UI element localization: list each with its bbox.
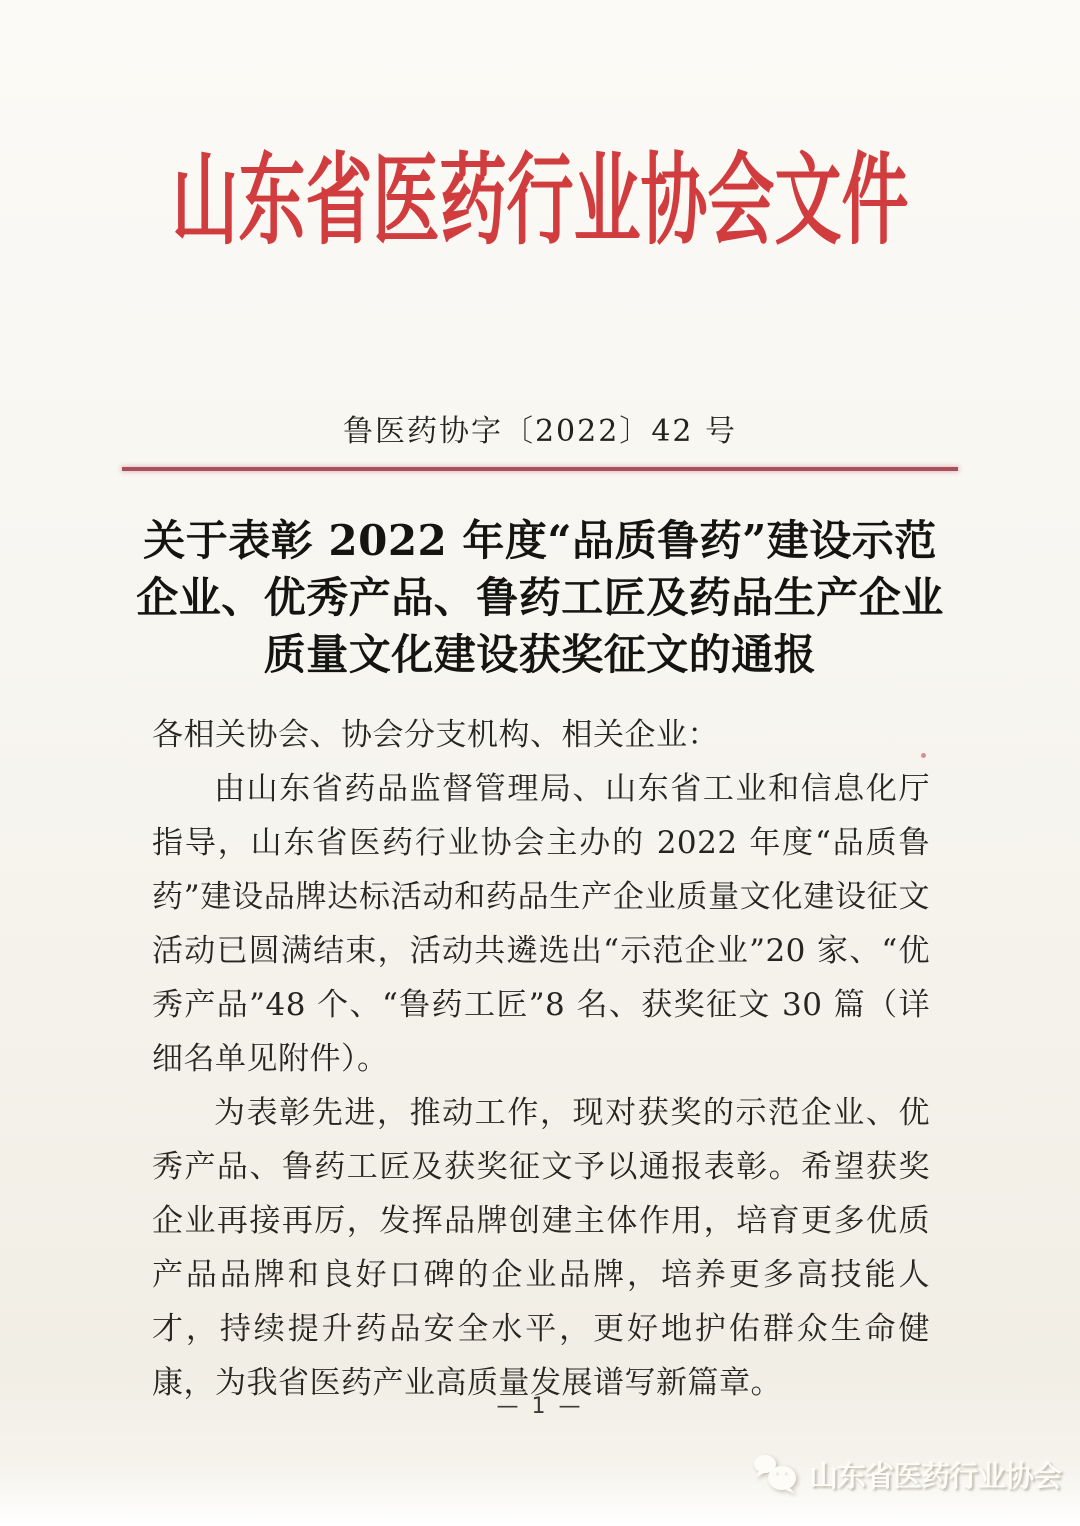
watermark bbox=[752, 1453, 1061, 1495]
wechat-logo-icon bbox=[752, 1453, 800, 1495]
doc-number: 鲁医药协字〔2022〕42 号 bbox=[342, 414, 738, 449]
document-title-line-3: 质量文化建设获奖征文的通报 bbox=[263, 630, 817, 679]
masthead-title: 山东省医药行业协会文件 bbox=[171, 141, 909, 259]
body-paragraph-2: 为表彰先进，推动工作，现对获奖的示范企业、优秀产品、鲁药工匠及获奖征文予以通报表彰。希望获奖企业再接再厉，发挥品牌创建主体作用，培育更多优质产品品牌和良好口碑的企业品牌，培养更多高技能人才，持续提升药品安全水平，更好地护佑群众生命健康，为我省医药产业高质量发展谱写新篇章。 bbox=[152, 1095, 930, 1401]
body-paragraph-1: 由山东省药品监督管理局、山东省工业和信息化厅指导，山东省医药行业协会主办的 2022 年度“品质鲁药”建设品牌达标活动和药品生产企业质量文化建设征文活动已圆满结束，活动共遴选出“示范企业”20 家、“优秀产品”48 个、“鲁药工匠”8 名、获奖征文 30 篇（详细名单见附件）。 bbox=[152, 771, 930, 1077]
page-number: — 1 — bbox=[496, 1394, 584, 1419]
document-title-line-2: 企业、优秀产品、鲁药工匠及药品生产企业 bbox=[136, 573, 944, 622]
document-title bbox=[0, 512, 1080, 683]
red-divider-line bbox=[122, 467, 958, 471]
document-title-line-1: 关于表彰 2022 年度“品质鲁药”建设示范 bbox=[143, 516, 937, 565]
scan-artifact-dot bbox=[921, 753, 926, 758]
document-body bbox=[152, 708, 930, 1410]
salutation: 各相关协会、协会分支机构、相关企业： bbox=[152, 717, 719, 753]
watermark-text: 山东省医药行业协会 bbox=[809, 1458, 1062, 1493]
